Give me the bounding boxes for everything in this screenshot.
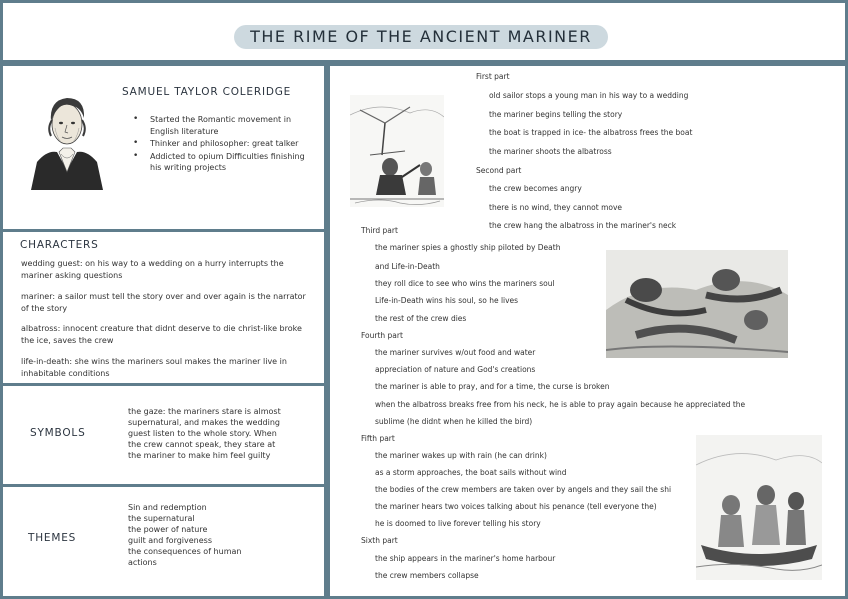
plot-event: when the albatross breaks free from his neck, he is able to pray again because he appreciated the [375, 400, 746, 409]
plot-event: the mariner wakes up with rain (he can drink) [375, 451, 547, 460]
plot-part-title: First part [476, 72, 510, 81]
boat-illustration [696, 435, 822, 580]
divider-symbols [0, 383, 327, 386]
divider-themes [0, 484, 327, 487]
title-banner [0, 0, 848, 63]
plot-event: the crew members collapse [375, 571, 479, 580]
author-fact: • Addicted to opium Difficulties finishing his writing projects [126, 151, 316, 174]
themes-list: Sin and redemption the supernatural the power of nature guilt and forgiveness the consequences of human actions [128, 503, 242, 567]
plot-event: the mariner spies a ghostly ship piloted by Death [375, 243, 561, 252]
plot-event: the mariner hears two voices talking about his penance (tell everyone the) [375, 502, 657, 511]
plot-event: as a storm approaches, the boat sails without wind [375, 468, 567, 477]
themes-heading: THEMES [28, 532, 77, 544]
plot-event: the bodies of the crew members are taken over by angels and they sail the shi [375, 485, 672, 494]
plot-event: the mariner begins telling the story [489, 110, 623, 119]
character-entry: life-in-death: she wins the mariners soul makes the mariner live in inhabitable conditions [21, 357, 287, 378]
author-fact: • Thinker and philosopher: great talker [126, 138, 316, 150]
characters-heading: CHARACTERS [20, 239, 99, 251]
symbols-heading: SYMBOLS [30, 427, 86, 439]
mariner-albatross-illustration [350, 95, 444, 207]
character-entry: albatross: innocent creature that didnt deserve to die christ-like broke the ice, saves the crew [21, 324, 302, 345]
plot-part-title: Sixth part [361, 536, 398, 545]
plot-event: old sailor stops a young man in his way to a wedding [489, 91, 689, 100]
plot-event: the mariner is able to pray, and for a time, the curse is broken [375, 382, 610, 391]
plot-event: appreciation of nature and God's creations [375, 365, 536, 374]
plot-event: the rest of the crew dies [375, 314, 467, 323]
plot-event: there is no wind, they cannot move [489, 203, 623, 212]
plot-event: the mariner shoots the albatross [489, 147, 612, 156]
plot-event: the boat is trapped in ice- the albatross frees the boat [489, 128, 693, 137]
author-fact: • Started the Romantic movement in English literature [126, 114, 316, 137]
plot-part-title: Fifth part [361, 434, 395, 443]
symbols-text: the gaze: the mariners stare is almost supernatural, and makes the wedding guest listen to the whole story. When the crew cannot speak, they stare at the mariner to make him feel guilty [128, 407, 281, 460]
plot-event: sublime (he didnt when he killed the bird) [375, 417, 533, 426]
plot-event: the ship appears in the mariner's home harbour [375, 554, 556, 563]
plot-event: they roll dice to see who wins the mariners soul [375, 279, 555, 288]
plot-event: and Life-in-Death [375, 262, 440, 271]
dead-crew-illustration [606, 250, 788, 358]
plot-event: the crew hang the albatross in the mariner's neck [489, 221, 677, 230]
character-entry: wedding guest: on his way to a wedding on a hurry interrupts the mariner asking questions [21, 259, 284, 280]
author-name: SAMUEL TAYLOR COLERIDGE [122, 86, 292, 98]
author-portrait [27, 88, 107, 190]
character-entry: mariner: a sailor must tell the story over and over again is the narrator of the story [21, 292, 306, 313]
plot-event: the mariner survives w/out food and water [375, 348, 536, 357]
plot-part-title: Third part [361, 226, 398, 235]
plot-part-title: Fourth part [361, 331, 403, 340]
author-facts [126, 114, 316, 175]
plot-event: the crew becomes angry [489, 184, 582, 193]
plot-part-title: Second part [476, 166, 522, 175]
divider-characters [0, 229, 327, 232]
page-title: THE RIME OF THE ANCIENT MARINER [234, 25, 608, 49]
plot-event: Life-in-Death wins his soul, so he lives [375, 296, 519, 305]
plot-event: he is doomed to live forever telling his story [375, 519, 541, 528]
